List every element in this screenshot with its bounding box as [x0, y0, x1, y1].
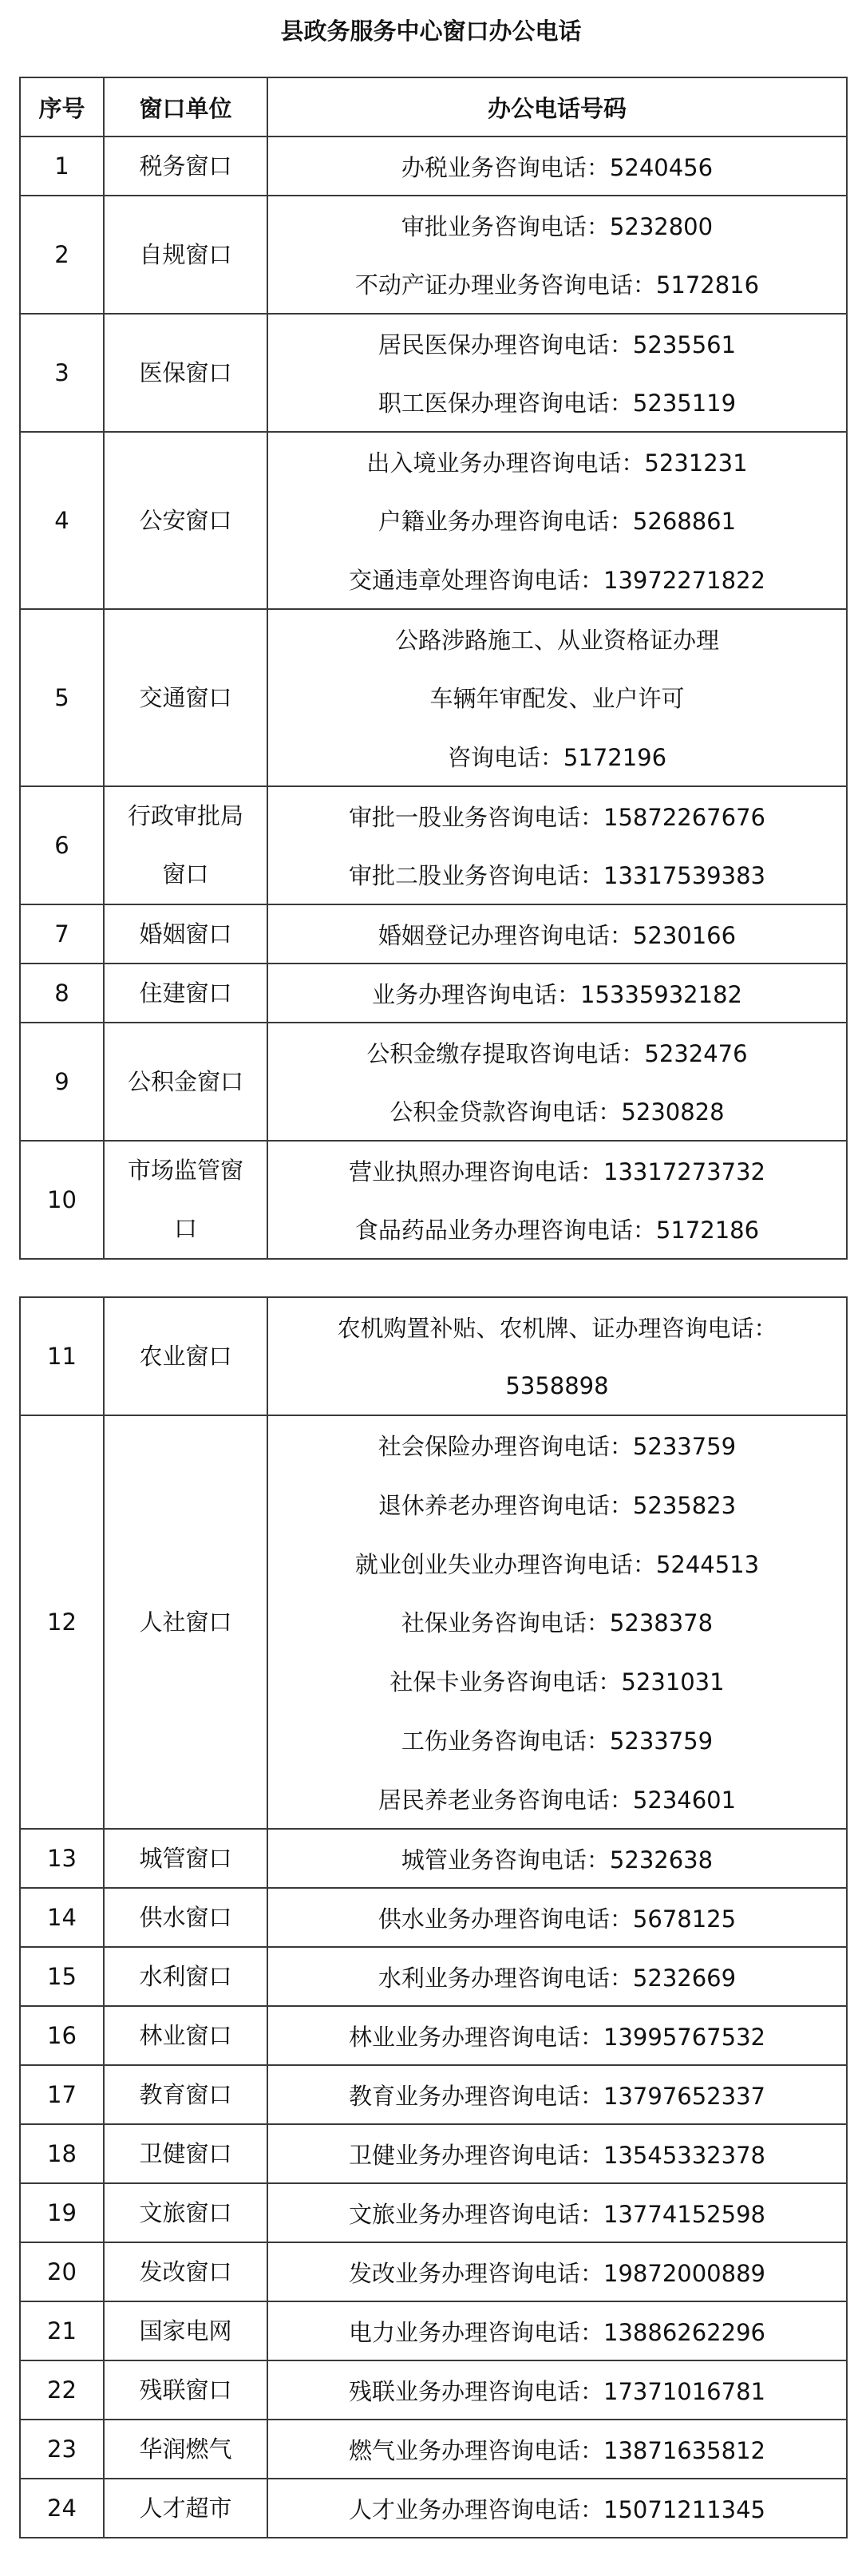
window-unit: [104, 1415, 267, 1829]
window-unit-line: 市场监管窗: [127, 1157, 243, 1184]
phone-line: 社保卡业务咨询电话：5231031: [389, 1668, 725, 1696]
window-unit-line: 残联窗口: [139, 2376, 232, 2404]
window-unit-line: 窗口: [162, 861, 209, 888]
table-row: [20, 2065, 847, 2124]
row-number: 22: [20, 2360, 104, 2420]
table-row: [20, 2301, 847, 2360]
row-number: 9: [20, 1023, 104, 1141]
window-unit: [104, 314, 267, 432]
window-unit-line: 文旅窗口: [139, 2199, 232, 2226]
window-unit: [104, 2183, 267, 2242]
window-unit-line: 农业窗口: [139, 1343, 232, 1370]
table-row: [20, 196, 847, 314]
row-number: 20: [20, 2242, 104, 2301]
window-unit: [104, 2360, 267, 2420]
phone-line: 交通违章处理咨询电话：13972271822: [349, 566, 765, 594]
table-row: [20, 314, 847, 432]
row-number: 16: [20, 2006, 104, 2065]
row-number: 11: [20, 1297, 104, 1415]
phone-line: 职工医保办理咨询电话：5235119: [378, 390, 737, 417]
header-unit: 窗口单位: [104, 77, 267, 137]
table-row: [20, 2360, 847, 2420]
window-unit: [104, 1947, 267, 2006]
window-unit-line: 行政审批局: [127, 802, 243, 829]
phone-cell: [267, 1297, 847, 1415]
window-unit: [104, 2124, 267, 2183]
window-unit-line: 华润燃气: [139, 2436, 232, 2463]
row-number: 24: [20, 2479, 104, 2538]
window-unit-line: 国家电网: [139, 2317, 232, 2345]
window-unit: [104, 2006, 267, 2065]
phone-line: 文旅业务办理咨询电话：13774152598: [349, 2200, 765, 2228]
phone-cell: [267, 2065, 847, 2124]
table-row: [20, 2479, 847, 2538]
phone-cell: [267, 1947, 847, 2006]
phone-line: 人才业务办理咨询电话：15071211345: [349, 2495, 765, 2523]
phone-cell: [267, 904, 847, 964]
row-number: 18: [20, 2124, 104, 2183]
window-unit-line: 税务窗口: [139, 152, 232, 180]
window-unit-line: 交通窗口: [139, 684, 232, 711]
phone-line: 社保业务咨询电话：5238378: [401, 1609, 714, 1637]
window-unit: [104, 2420, 267, 2479]
phone-line: 卫健业务办理咨询电话：13545332378: [349, 2141, 765, 2169]
window-unit: [104, 1829, 267, 1888]
row-number: 4: [20, 432, 104, 609]
phone-cell: [267, 137, 847, 196]
row-number: 2: [20, 196, 104, 314]
phone-line: 退休养老办理咨询电话：5235823: [378, 1492, 737, 1520]
table-row: [20, 432, 847, 609]
phone-cell: [267, 786, 847, 904]
phone-line: 居民医保办理咨询电话：5235561: [378, 331, 737, 358]
row-number: 8: [20, 964, 104, 1023]
table-row: [20, 1141, 847, 1259]
phone-line: 咨询电话：5172196: [447, 743, 667, 771]
phone-line: 林业业务办理咨询电话：13995767532: [349, 2023, 765, 2051]
phone-cell: [267, 1888, 847, 1947]
window-unit: [104, 196, 267, 314]
phone-line: 5358898: [505, 1371, 609, 1399]
phone-line: 工伤业务咨询电话：5233759: [401, 1727, 714, 1755]
table-row: [20, 2183, 847, 2242]
phone-line: 户籍业务办理咨询电话：5268861: [378, 508, 737, 536]
phone-cell: [267, 2479, 847, 2538]
table-row: [20, 904, 847, 964]
window-unit: [104, 2301, 267, 2360]
phone-line: 水利业务办理咨询电话：5232669: [378, 1964, 737, 1992]
row-number: 3: [20, 314, 104, 432]
window-unit-line: 发改窗口: [139, 2258, 232, 2285]
phone-line: 公积金贷款咨询电话：5230828: [389, 1098, 725, 1126]
table-row: [20, 609, 847, 786]
table-row: [20, 2420, 847, 2479]
phone-line: 办税业务咨询电话：5240456: [401, 153, 714, 181]
row-number: 17: [20, 2065, 104, 2124]
window-unit: [104, 609, 267, 786]
row-number: 14: [20, 1888, 104, 1947]
row-number: 5: [20, 609, 104, 786]
phone-line: 公路涉路施工、从业资格证办理: [394, 627, 719, 655]
phone-line: 不动产证办理业务咨询电话：5172816: [354, 271, 760, 299]
table-row: [20, 964, 847, 1023]
phone-cell: [267, 2242, 847, 2301]
table-row: [20, 1023, 847, 1141]
window-unit-line: 人社窗口: [139, 1609, 232, 1636]
window-unit-line: 婚姻窗口: [139, 920, 232, 948]
header-phone: 办公电话号码: [267, 77, 847, 137]
window-unit: [104, 2242, 267, 2301]
phone-line: 业务办理咨询电话：15335932182: [372, 980, 742, 1008]
phone-cell: [267, 2360, 847, 2420]
window-unit-line: 住建窗口: [139, 979, 232, 1007]
window-unit-line: 林业窗口: [139, 2022, 232, 2049]
window-unit-line: 口: [173, 1215, 197, 1242]
phone-line: 居民养老业务咨询电话：5234601: [378, 1786, 737, 1814]
window-unit-line: 人才超市: [139, 2495, 232, 2522]
table-row: [20, 1947, 847, 2006]
phone-cell: [267, 314, 847, 432]
phone-line: 车辆年审配发、业户许可: [429, 685, 685, 713]
phone-line: 教育业务办理咨询电话：13797652337: [349, 2082, 765, 2110]
row-number: 7: [20, 904, 104, 964]
phone-cell: [267, 1141, 847, 1259]
window-unit: [104, 1297, 267, 1415]
window-unit-line: 城管窗口: [139, 1845, 232, 1872]
window-unit: [104, 2065, 267, 2124]
phone-cell: [267, 2301, 847, 2360]
row-number: 1: [20, 137, 104, 196]
phone-cell: [267, 2183, 847, 2242]
window-unit-line: 供水窗口: [139, 1904, 232, 1931]
phone-line: 城管业务咨询电话：5232638: [401, 1846, 714, 1874]
phone-line: 公积金缴存提取咨询电话：5232476: [366, 1040, 748, 1067]
window-unit-line: 医保窗口: [139, 359, 232, 386]
table-header-row: [20, 77, 847, 137]
phone-table-part-2: [19, 1296, 848, 2538]
table-row: [20, 137, 847, 196]
table-row: [20, 2006, 847, 2065]
header-no: 序号: [20, 77, 104, 137]
phone-cell: [267, 609, 847, 786]
table-row: [20, 2124, 847, 2183]
table-row: [20, 1888, 847, 1947]
window-unit: [104, 2479, 267, 2538]
row-number: 6: [20, 786, 104, 904]
window-unit-line: 卫健窗口: [139, 2140, 232, 2167]
phone-cell: [267, 1829, 847, 1888]
phone-line: 农机购置补贴、农机牌、证办理咨询电话：: [337, 1315, 777, 1342]
row-number: 21: [20, 2301, 104, 2360]
row-number: 19: [20, 2183, 104, 2242]
window-unit-line: 教育窗口: [139, 2081, 232, 2108]
phone-line: 电力业务办理咨询电话：13886262296: [349, 2318, 765, 2346]
phone-cell: [267, 432, 847, 609]
phone-cell: [267, 2006, 847, 2065]
table-row: [20, 1297, 847, 1415]
window-unit: [104, 904, 267, 964]
window-unit: [104, 786, 267, 904]
window-unit: [104, 1141, 267, 1259]
phone-line: 燃气业务办理咨询电话：13871635812: [349, 2436, 765, 2464]
row-number: 13: [20, 1829, 104, 1888]
phone-line: 营业执照办理咨询电话：13317273732: [349, 1158, 765, 1185]
window-unit: [104, 964, 267, 1023]
window-unit: [104, 432, 267, 609]
phone-line: 就业创业失业办理咨询电话：5244513: [354, 1550, 760, 1578]
window-unit-line: 水利窗口: [139, 1963, 232, 1990]
table-row: [20, 1415, 847, 1829]
phone-cell: [267, 1023, 847, 1141]
window-unit: [104, 137, 267, 196]
table-row: [20, 1829, 847, 1888]
window-unit: [104, 1888, 267, 1947]
table-row: [20, 2242, 847, 2301]
phone-cell: [267, 1415, 847, 1829]
phone-cell: [267, 196, 847, 314]
phone-line: 残联业务办理咨询电话：17371016781: [349, 2377, 765, 2405]
phone-line: 食品药品业务办理咨询电话：5172186: [354, 1217, 760, 1244]
phone-cell: [267, 964, 847, 1023]
phone-cell: [267, 2124, 847, 2183]
row-number: 12: [20, 1415, 104, 1829]
row-number: 23: [20, 2420, 104, 2479]
window-unit-line: 公积金窗口: [127, 1068, 243, 1095]
page-title: 县政务服务中心窗口办公电话: [280, 18, 582, 45]
window-unit-line: 公安窗口: [139, 507, 232, 534]
row-number: 15: [20, 1947, 104, 2006]
phone-line: 社会保险办理咨询电话：5233759: [378, 1433, 737, 1461]
phone-line: 供水业务办理咨询电话：5678125: [378, 1905, 737, 1933]
phone-line: 婚姻登记办理咨询电话：5230166: [378, 921, 737, 949]
window-unit: [104, 1023, 267, 1141]
phone-line: 审批一股业务咨询电话：15872267676: [349, 804, 765, 831]
phone-line: 审批业务咨询电话：5232800: [401, 213, 714, 240]
phone-table-part-1: [19, 77, 848, 1260]
phone-line: 审批二股业务咨询电话：13317539383: [349, 862, 765, 889]
window-unit-line: 自规窗口: [139, 241, 232, 268]
table-row: [20, 786, 847, 904]
phone-line: 出入境业务办理咨询电话：5231231: [366, 449, 748, 477]
row-number: 10: [20, 1141, 104, 1259]
phone-line: 发改业务办理咨询电话：19872000889: [349, 2259, 765, 2287]
phone-cell: [267, 2420, 847, 2479]
